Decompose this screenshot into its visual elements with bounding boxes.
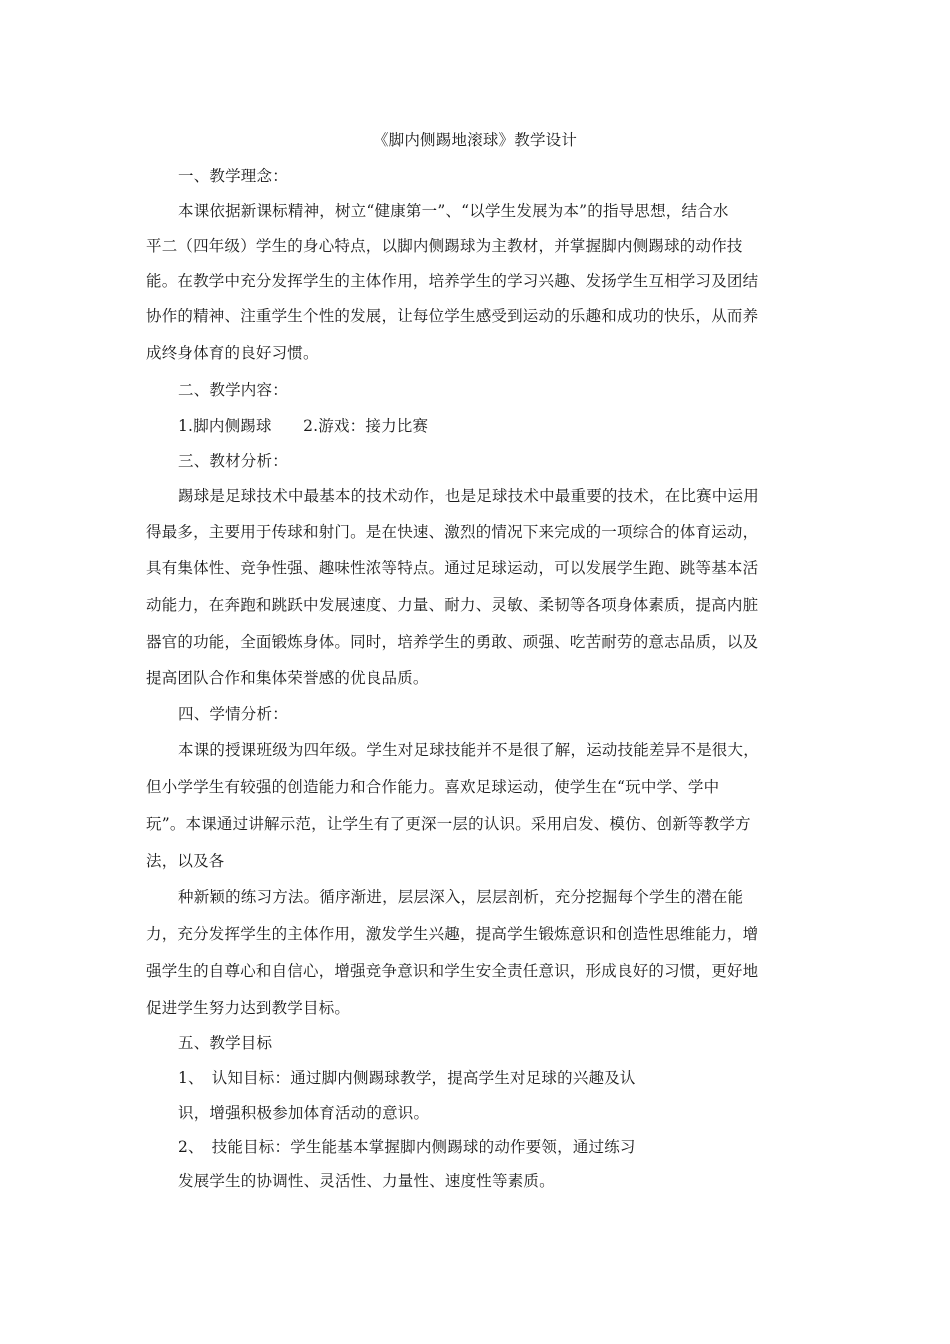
paragraph-line: 本课依据新课标精神，树立“健康第一”、“以学生发展为本”的指导思想，结合水 — [178, 202, 729, 220]
section-heading-learner-analysis: 四、学情分析： — [178, 705, 288, 723]
paragraph-line: 提高团队合作和集体荣誉感的优良品质。 — [146, 669, 429, 687]
paragraph-line: 力，充分发挥学生的主体作用，激发学生兴趣，提高学生锻炼意识和创造性思维能力，增 — [146, 925, 759, 943]
paragraph-line: 能。在教学中充分发挥学生的主体作用，培养学生的学习兴趣、发扬学生互相学习及团结 — [146, 272, 759, 290]
paragraph-line: 但小学学生有较强的创造能力和合作能力。喜欢足球运动，使学生在“玩中学、学中 — [146, 778, 720, 796]
paragraph-line: 玩”。本课通过讲解示范，让学生有了更深一层的认识。采用启发、模仿、创新等教学方 — [146, 815, 751, 833]
paragraph-line: 成终身体育的良好习惯。 — [146, 344, 319, 362]
objective-line: 发展学生的协调性、灵活性、力量性、速度性等素质。 — [178, 1172, 555, 1190]
paragraph-line: 法，以及各 — [146, 852, 225, 870]
paragraph-line: 具有集体性、竞争性强、趣味性浓等特点。通过足球运动，可以发展学生跑、跳等基本活 — [146, 559, 759, 577]
paragraph-line: 种新颖的练习方法。循序渐进，层层深入，层层剖析，充分挖掘每个学生的潜在能 — [178, 888, 744, 906]
objective-line: 2、 技能目标：学生能基本掌握脚内侧踢球的动作要领，通过练习 — [178, 1138, 636, 1156]
content-list-line: 1.脚内侧踢球 2.游戏：接力比赛 — [178, 417, 429, 435]
paragraph-line: 强学生的自尊心和自信心，增强竞争意识和学生安全责任意识，形成良好的习惯，更好地 — [146, 962, 759, 980]
paragraph-line: 本课的授课班级为四年级。学生对足球技能并不是很了解，运动技能差异不是很大， — [178, 741, 759, 759]
section-heading-content: 二、教学内容： — [178, 381, 288, 399]
document-title: 《脚内侧踢地滚球》教学设计 — [372, 131, 578, 149]
objective-line: 识，增强积极参加体育活动的意识。 — [178, 1104, 430, 1122]
paragraph-line: 踢球是足球技术中最基本的技术动作，也是足球技术中最重要的技术，在比赛中运用 — [178, 487, 759, 505]
section-heading-objectives: 五、教学目标 — [178, 1034, 273, 1052]
objective-line: 1、 认知目标：通过脚内侧踢球教学，提高学生对足球的兴趣及认 — [178, 1069, 636, 1087]
section-heading-philosophy: 一、教学理念： — [178, 167, 288, 185]
paragraph-line: 得最多，主要用于传球和射门。是在快速、激烈的情况下来完成的一项综合的体育运动， — [146, 523, 759, 541]
paragraph-line: 器官的功能，全面锻炼身体。同时，培养学生的勇敢、顽强、吃苦耐劳的意志品质，以及 — [146, 633, 759, 651]
paragraph-line: 促进学生努力达到教学目标。 — [146, 999, 351, 1017]
paragraph-line: 动能力，在奔跑和跳跃中发展速度、力量、耐力、灵敏、柔韧等各项身体素质，提高内脏 — [146, 596, 759, 614]
section-heading-material-analysis: 三、教材分析： — [178, 452, 288, 470]
paragraph-line: 平二（四年级）学生的身心特点，以脚内侧踢球为主教材，并掌握脚内侧踢球的动作技 — [146, 237, 743, 255]
paragraph-line: 协作的精神、注重学生个性的发展，让每位学生感受到运动的乐趣和成功的快乐，从而养 — [146, 307, 759, 325]
